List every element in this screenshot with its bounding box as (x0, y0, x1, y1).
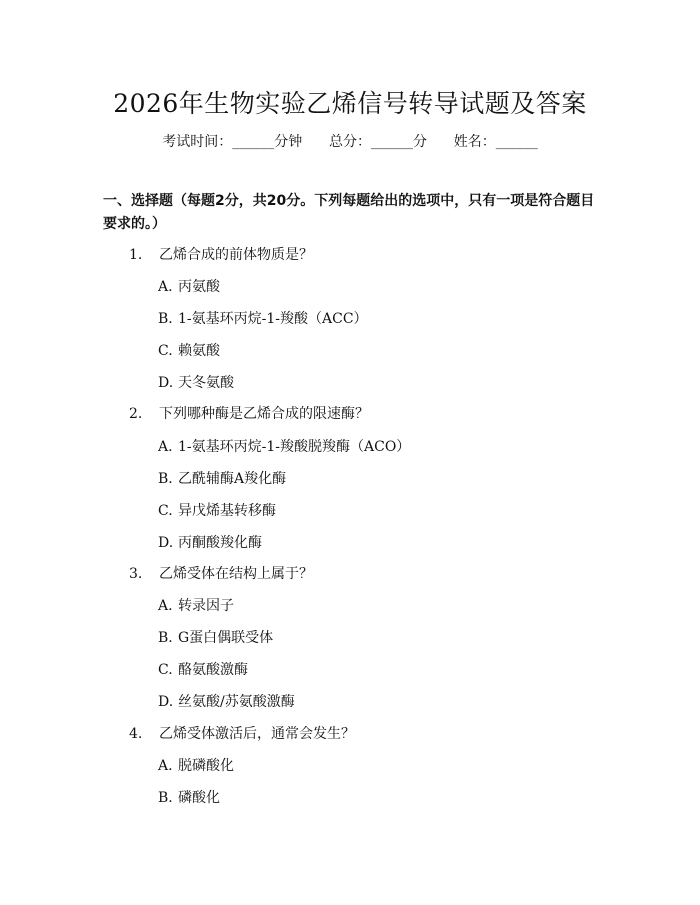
option-1b (158, 308, 368, 328)
question-number: 3. (129, 566, 143, 582)
option-text: 磷酸化 (178, 790, 220, 806)
option-label: A. (158, 279, 173, 295)
option-label: D. (158, 535, 174, 551)
option-2a (158, 436, 410, 456)
option-label: B. (158, 471, 173, 487)
section-heading: 一、选择题（每题2分，共20分。下列每题给出的选项中，只有一项是符合题目要求的。） (103, 193, 595, 232)
option-text: 丝氨酸/苏氨酸激酶 (178, 694, 295, 710)
option-label: C. (158, 503, 173, 519)
option-2d (158, 532, 262, 552)
option-label: D. (158, 375, 174, 391)
option-text: 乙酰辅酶A羧化酶 (178, 471, 287, 487)
document-title: 2026年生物实验乙烯信号转导试题及答案 (113, 89, 587, 118)
question-number: 1. (129, 247, 143, 263)
question-number: 2. (129, 406, 143, 422)
option-label: C. (158, 662, 173, 678)
exam-info-line: 考试时间：______分钟 总分：______分 姓名：______ (162, 134, 538, 150)
option-3a (158, 595, 234, 615)
option-text: G蛋白偶联受体 (178, 630, 274, 646)
question-number: 4. (129, 726, 143, 742)
option-label: D. (158, 694, 174, 710)
option-text: 丙酮酸羧化酶 (178, 535, 262, 551)
option-text: 1-氨基环丙烷-1-羧酸（ACC） (178, 311, 368, 327)
option-label: A. (158, 758, 173, 774)
option-text: 赖氨酸 (178, 343, 220, 359)
option-text: 转录因子 (178, 598, 234, 614)
option-1d (158, 372, 234, 392)
option-text: 酪氨酸激酶 (178, 662, 248, 678)
question-1 (129, 244, 313, 264)
option-1c (158, 340, 220, 360)
option-3d (158, 691, 295, 711)
option-4a (158, 755, 234, 775)
option-text: 脱磷酸化 (178, 758, 234, 774)
option-text: 丙氨酸 (178, 279, 220, 295)
option-label: B. (158, 311, 173, 327)
option-3b (158, 627, 273, 647)
option-3c (158, 659, 248, 679)
option-text: 天冬氨酸 (178, 375, 234, 391)
option-1a (158, 276, 220, 296)
option-2c (158, 500, 276, 520)
option-label: B. (158, 630, 173, 646)
option-text: 异戊烯基转移酶 (178, 503, 276, 519)
question-4 (129, 723, 355, 743)
option-label: B. (158, 790, 173, 806)
question-3 (129, 563, 313, 583)
option-label: A. (158, 598, 173, 614)
option-2b (158, 468, 286, 488)
option-text: 1-氨基环丙烷-1-羧酸脱羧酶（ACO） (178, 439, 411, 455)
question-text: 下列哪种酶是乙烯合成的限速酶？ (159, 406, 369, 422)
question-text: 乙烯受体激活后，通常会发生？ (159, 726, 355, 742)
question-text: 乙烯合成的前体物质是？ (159, 247, 313, 263)
question-2 (129, 403, 369, 423)
option-label: A. (158, 439, 173, 455)
question-text: 乙烯受体在结构上属于？ (159, 566, 313, 582)
option-label: C. (158, 343, 173, 359)
option-4b (158, 787, 220, 807)
